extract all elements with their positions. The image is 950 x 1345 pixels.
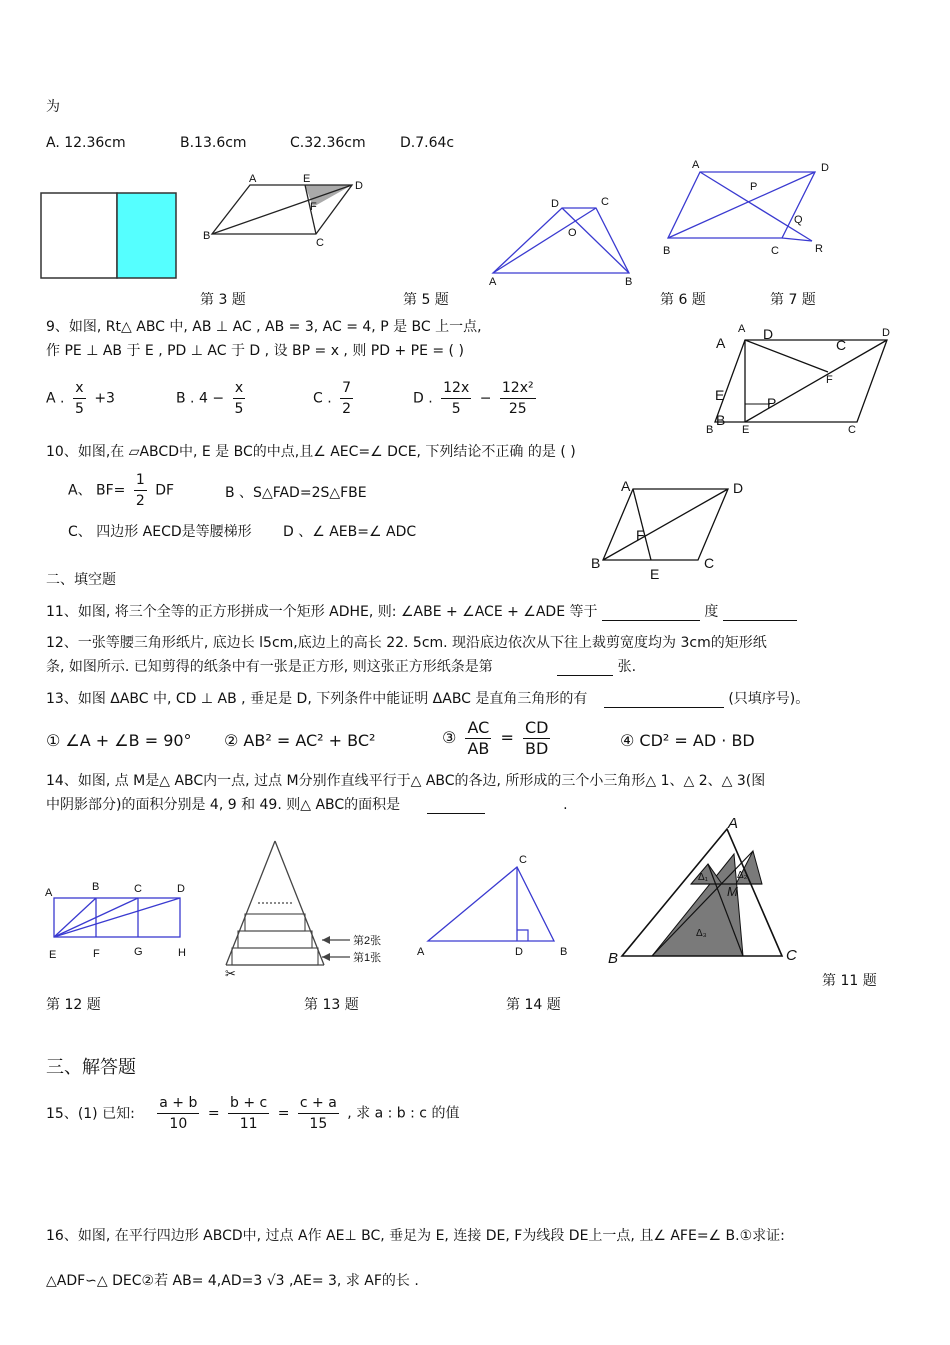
q9-option-b-num: x bbox=[233, 378, 245, 399]
q15-n2: b + c bbox=[228, 1093, 269, 1114]
caption-q12: 第 12 题 bbox=[46, 997, 101, 1013]
q10-fig-label-a: A bbox=[621, 478, 631, 494]
q9-fig-label-a-small: A bbox=[738, 323, 746, 335]
q13-fig-label-d: D bbox=[515, 946, 523, 958]
q13-condition-2: ② AB² = AC² + BC² bbox=[224, 731, 376, 750]
caption-q11: 第 11 题 bbox=[822, 973, 877, 989]
q14-line1: 14、如图, 点 M是△ ABC内一点, 过点 M分别作直线平行于△ ABC的各边, 所形成的三个小三角形△ 1、△ 2、△ 3(图 bbox=[46, 773, 766, 789]
q14-line2-tail: . bbox=[563, 797, 568, 813]
q9-fig-label-c: C bbox=[836, 337, 847, 353]
q10-option-c: C、 四边形 AECD是等腰梯形 bbox=[68, 524, 252, 540]
q11-fig-label-a: A bbox=[45, 887, 53, 899]
q9-option-a-label: A . bbox=[46, 390, 65, 407]
q9-fig-label-f: F bbox=[826, 374, 833, 386]
q13-c3-den2: BD bbox=[525, 739, 549, 758]
q9-option-a-num: x bbox=[73, 378, 85, 399]
q14-fig-label-b: B bbox=[608, 950, 619, 967]
q15-tail: , 求 a : b : c 的值 bbox=[347, 1105, 460, 1122]
q5-label-c: C bbox=[316, 237, 324, 249]
q9-option-d-minus: − bbox=[479, 390, 492, 407]
q15-d2: 11 bbox=[239, 1116, 258, 1132]
q9-fig-label-a: A bbox=[716, 335, 726, 351]
q14-fig-label-t2: Δ₂ bbox=[737, 870, 748, 881]
q12-line2-tail: 张. bbox=[617, 659, 637, 675]
q7-label-c: C bbox=[771, 245, 779, 257]
q11-fig-label-f: F bbox=[93, 948, 100, 960]
q10-stem: 10、如图,在 ▱ABCD中, E 是 BC的中点,且∠ AEC=∠ DCE, 下列结论不正确 的是 ( ) bbox=[46, 444, 576, 460]
q13-fig-label-b: B bbox=[560, 946, 568, 958]
q15-n1: a + b bbox=[157, 1093, 199, 1114]
q9-line2: 作 PE ⊥ AB 于 E , PD ⊥ AC 于 D , 设 BP = x , 则 PD + PE = ( ) bbox=[46, 343, 464, 359]
q15-head: 15、(1) 已知: bbox=[46, 1105, 135, 1122]
caption-q14: 第 14 题 bbox=[506, 997, 561, 1013]
section-2-heading: 二、填空题 bbox=[46, 572, 116, 588]
q13-fig-label-a: A bbox=[417, 946, 425, 958]
q10-option-a-head: A、 BF= bbox=[68, 482, 126, 499]
q15-d1: 10 bbox=[169, 1116, 188, 1132]
q12-fig-label-strip2: 第2张 bbox=[353, 935, 382, 947]
q9-line1: 9、如图, Rt△ ABC 中, AB ⊥ AC , AB = 3, AC = 4, P 是 BC 上一点, bbox=[46, 319, 482, 335]
q9-option-c-num: 7 bbox=[340, 378, 353, 399]
q10-option-a-num: 1 bbox=[134, 470, 147, 491]
q13-condition-1: ① ∠A + ∠B = 90° bbox=[46, 731, 192, 750]
q9-option-b-label: B . bbox=[176, 390, 195, 407]
q6-label-c: C bbox=[601, 196, 609, 208]
q6-label-d: D bbox=[551, 198, 559, 210]
q10-fig-label-e: E bbox=[650, 566, 660, 582]
q10-option-a-den: 2 bbox=[135, 493, 145, 509]
q7-label-q: Q bbox=[794, 214, 803, 226]
q9-option-c-label: C . bbox=[313, 390, 332, 407]
q10-fig-label-b: B bbox=[591, 555, 601, 571]
q7-label-p: P bbox=[750, 181, 758, 193]
q8-option-b: B.13.6cm bbox=[180, 135, 247, 151]
q11-tail: 度 bbox=[704, 604, 719, 620]
q11-stem: 11、如图, 将三个全等的正方形拼成一个矩形 ADHE, 则: ∠ABE + ∠ACE + ∠ADE 等于 bbox=[46, 604, 598, 620]
q11-fig-label-d: D bbox=[177, 883, 185, 895]
q11-fig-label-g: G bbox=[134, 946, 143, 958]
scissors-icon: ✂ bbox=[225, 966, 236, 981]
q14-fig-label-t3: Δ₃ bbox=[696, 928, 707, 939]
q13-fig-label-c: C bbox=[519, 854, 527, 866]
q9-fig-label-e2: E bbox=[742, 424, 750, 436]
q9-fig-label-b2: B bbox=[706, 424, 714, 436]
q6-label-b: B bbox=[625, 276, 633, 288]
q9-option-a-den: 5 bbox=[74, 401, 84, 417]
q13-c3-label: ③ bbox=[442, 728, 457, 747]
q13-c3-eq: = bbox=[500, 728, 514, 747]
q13-stem: 13、如图 ΔABC 中, CD ⊥ AB , 垂足是 D, 下列条件中能证明 ΔABC 是直角三角形的有 bbox=[46, 691, 588, 707]
q7-label-d: D bbox=[821, 162, 829, 174]
q15-eq2: = bbox=[277, 1105, 290, 1122]
q13-c3-num2: CD bbox=[524, 718, 549, 737]
q8-option-c: C.32.36cm bbox=[290, 135, 366, 151]
q14-fig-label-t1: Δ₁ bbox=[698, 872, 709, 883]
q9-fig-label-d: D bbox=[763, 326, 774, 342]
q8-option-d: D.7.64c bbox=[400, 135, 455, 151]
q9-fig-label-b: B bbox=[716, 412, 726, 428]
q10-fig-label-c: C bbox=[704, 555, 715, 571]
q5-label-a: A bbox=[249, 173, 257, 185]
q11-fig-label-e: E bbox=[49, 949, 57, 961]
q7-label-a: A bbox=[692, 159, 700, 171]
section-3-heading: 三、解答题 bbox=[46, 1057, 136, 1078]
q16-line1: 16、如图, 在平行四边形 ABCD中, 过点 A作 AE⊥ BC, 垂足为 E, 连接 DE, F为线段 DE上一点, 且∠ AFE=∠ B.①求证: bbox=[46, 1228, 785, 1244]
caption-q6: 第 6 题 bbox=[660, 292, 706, 308]
q11-fig-label-c: C bbox=[134, 883, 142, 895]
q6-label-a: A bbox=[489, 276, 497, 288]
q9-option-d-den1: 5 bbox=[451, 401, 461, 417]
q9-fig-label-d2: D bbox=[882, 327, 890, 339]
q12-line2-text: 条, 如图所示. 已知剪得的纸条中有一张是正方形, 则这张正方形纸条是第 bbox=[46, 659, 493, 675]
q10-option-b: B 、S△FAD=2S△FBE bbox=[225, 485, 367, 501]
q9-option-d-num1: 12x bbox=[441, 378, 471, 399]
caption-q7: 第 7 题 bbox=[770, 292, 816, 308]
q9-fig-label-p: P bbox=[767, 395, 777, 411]
q12-line1: 12、一张等腰三角形纸片, 底边长 l5cm,底边上的高长 22. 5cm. 现沿底边依次从下往上裁剪宽度均为 3cm的矩形纸 bbox=[46, 635, 767, 651]
q6-label-o: O bbox=[568, 227, 577, 239]
q14-fig-label-c: C bbox=[786, 947, 797, 964]
q5-label-b: B bbox=[203, 230, 211, 242]
q14-fig-label-a: A bbox=[728, 815, 739, 832]
q15-n3: c + a bbox=[298, 1093, 339, 1114]
q5-label-d: D bbox=[355, 180, 363, 192]
q9-option-b-den: 5 bbox=[234, 401, 244, 417]
q13-condition-4: ④ CD² = AD · BD bbox=[620, 731, 755, 750]
q15-eq1: = bbox=[207, 1105, 220, 1122]
q9-fig-label-e: E bbox=[715, 387, 725, 403]
q13-tail: (只填序号)。 bbox=[728, 691, 810, 707]
q15-text bbox=[46, 1093, 459, 1134]
q12-fig-label-strip1: 第1张 bbox=[353, 952, 382, 964]
q13-c3-num1: AC bbox=[467, 718, 490, 737]
q7-label-r: R bbox=[815, 243, 823, 255]
q16-line2: △ADF∽△ DEC②若 AB= 4,AD=3 √3 ,AE= 3, 求 AF的长 . bbox=[46, 1273, 419, 1289]
caption-q13: 第 13 题 bbox=[304, 997, 359, 1013]
q11-fig-label-b: B bbox=[92, 881, 100, 893]
q5-label-f: F bbox=[310, 201, 317, 213]
q5-label-e: E bbox=[303, 173, 311, 185]
q8-option-a: A. 12.36cm bbox=[46, 135, 126, 151]
q10-option-a-tail: DF bbox=[155, 482, 175, 499]
q9-option-d-label: D . bbox=[413, 390, 433, 407]
q9-fig-label-c2: C bbox=[848, 424, 856, 436]
q9-option-b-head: 4 − bbox=[198, 390, 225, 407]
q10-fig-label-d: D bbox=[733, 480, 744, 496]
caption-q5: 第 5 题 bbox=[403, 292, 449, 308]
q9-option-c-den: 2 bbox=[342, 401, 352, 417]
q10-fig-label-f: F bbox=[636, 527, 645, 543]
q9-option-d-num2: 12x² bbox=[500, 378, 536, 399]
q14-line2-text: 中阴影部分)的面积分别是 4, 9 和 49. 则△ ABC的面积是 bbox=[46, 797, 401, 813]
caption-q3: 第 3 题 bbox=[200, 292, 246, 308]
q10-option-d: D 、∠ AEB=∠ ADC bbox=[283, 524, 417, 540]
q15-d3: 15 bbox=[309, 1116, 328, 1132]
q9-option-a-tail: +3 bbox=[94, 390, 115, 407]
q13-c3-den1: AB bbox=[467, 739, 490, 758]
header-fragment: 为 bbox=[46, 99, 60, 115]
q9-option-d-den2: 25 bbox=[508, 401, 527, 417]
q11-fig-label-h: H bbox=[178, 947, 186, 959]
q7-label-b: B bbox=[663, 245, 671, 257]
q14-fig-label-m: M bbox=[727, 884, 738, 899]
